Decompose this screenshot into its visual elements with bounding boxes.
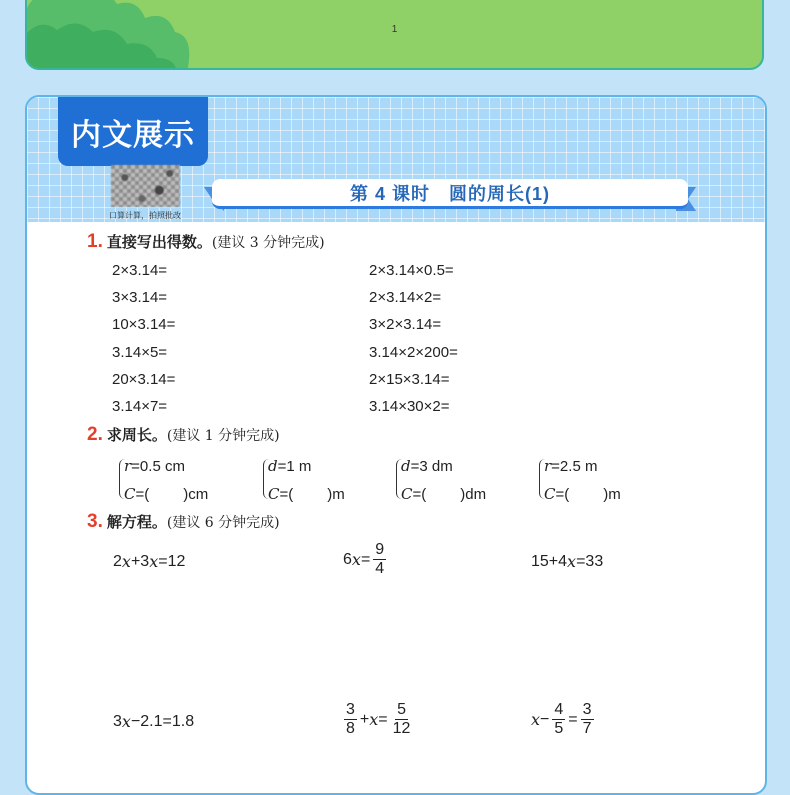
equation-3: 15+4 x =33 [531,552,604,571]
question-2-title: 求周长。 [106,427,167,444]
lesson-title: 第 4 课时 圆的周长(1) [212,179,688,209]
section-tag: 内文展示 [58,97,208,166]
question-3-hint: (建议 6 分钟完成) [166,515,280,531]
fraction: $\frac{3}{7}$ [582,701,592,737]
circle-problem: r=0.5 cm C=( )cm [119,457,249,505]
calc-item: 3.14×30×2= [369,398,450,415]
question-3-number: 3. [87,511,103,532]
calc-item: 3.14×5= [112,344,168,361]
calc-item: 2×3.14×2= [369,289,442,306]
question-1-hint: (建议 3 分钟完成) [211,235,325,251]
fraction: $\frac{3}{8}$ [346,701,355,737]
equation-2: 6 x = $\frac{9}{4}$ [343,541,385,577]
content-card [25,95,767,795]
equation-1: 2 x +3 x =12 [113,552,186,571]
page-number: 1 [391,24,398,35]
question-1-title: 直接写出得数。 [106,234,212,251]
calc-item: 3.14×7= [112,398,168,415]
circle-problem: d=3 dm C=( )dm [396,457,526,505]
calc-item: 3×2×3.14= [369,316,442,333]
calc-item: 3.14×2×200= [369,344,458,361]
question-1-number: 1. [87,231,103,252]
top-banner [25,0,764,70]
calc-item: 20×3.14= [112,371,176,388]
fraction: $\frac{9}{4}$ [375,541,385,577]
calc-item: 10×3.14= [112,316,176,333]
circle-problem: d=1 m C=( )m [263,457,393,505]
lesson-title-bar [204,177,696,213]
equation-6: x − $\frac{4}{5}$ = $\frac{3}{7}$ [531,701,592,737]
calc-item: 3×3.14= [112,289,168,306]
qr-code-icon[interactable] [111,165,180,207]
qr-caption: 口算计算，拍照批改 [109,211,181,220]
question-1-heading [87,231,325,253]
fraction: $\frac{5}{12}$ [392,701,411,737]
question-3-heading [87,511,280,533]
bush-decoration-icon [27,0,197,70]
fraction: $\frac{4}{5}$ [554,701,564,737]
equation-5: $\frac{3}{8}$ + x = $\frac{5}{12}$ [346,701,411,737]
calc-item: 2×15×3.14= [369,371,450,388]
calc-item: 2×3.14×0.5= [369,262,454,279]
question-2-heading [87,424,280,446]
equation-4: 3 x −2.1=1.8 [113,712,195,731]
question-3-title: 解方程。 [106,514,167,531]
circle-problem: r=2.5 m C=( )m [539,457,669,505]
calc-item: 2×3.14= [112,262,168,279]
question-2-hint: (建议 1 分钟完成) [166,428,280,444]
question-2-number: 2. [87,424,103,445]
